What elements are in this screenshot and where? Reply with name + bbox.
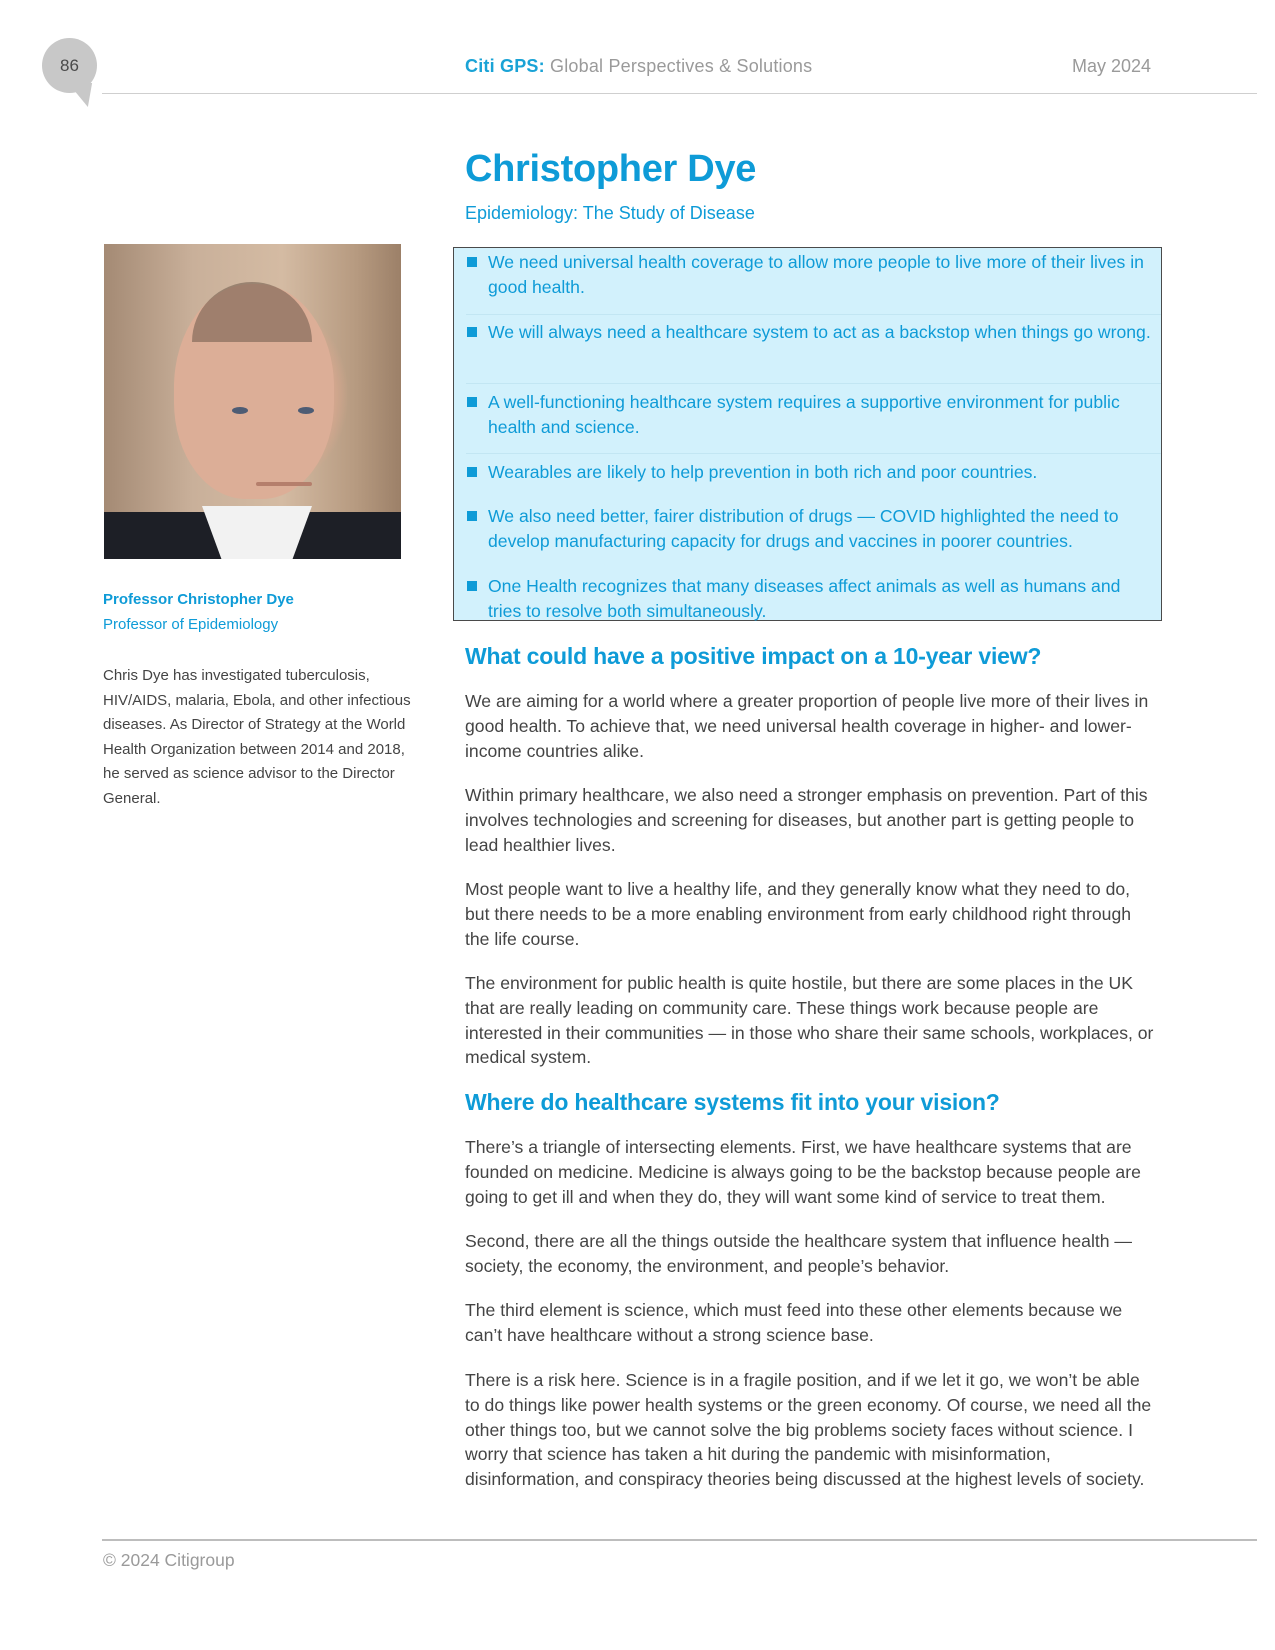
key-point-text: We will always need a healthcare system to act as a backstop when things go wrong. <box>488 322 1151 342</box>
page-title: Christopher Dye <box>465 148 757 190</box>
square-bullet-icon <box>467 467 477 477</box>
page-number: 86 <box>60 55 79 75</box>
key-point-divider <box>466 453 1161 454</box>
section-heading: Where do healthcare systems fit into your vision? <box>465 1089 1000 1115</box>
key-point <box>466 460 1156 485</box>
header-date: May 2024 <box>1072 56 1152 76</box>
profile-bio: Chris Dye has investigated tuberculosis, HIV/AIDS, malaria, Ebola, and other infectious diseases. As Director of Strategy at the World Health Organization between 2014 and 2018, he served as science advisor to the Director General. <box>103 667 411 807</box>
square-bullet-icon <box>467 257 477 267</box>
photo-hair <box>192 282 312 342</box>
key-point <box>466 320 1156 345</box>
header-divider <box>102 93 1257 94</box>
body-paragraph: We are aiming for a world where a greater proportion of people live more of their lives in good health. To achieve that, we need universal health coverage in higher- and lower-income countries alike. <box>465 691 1149 761</box>
page-subtitle: Epidemiology: The Study of Disease <box>465 203 755 223</box>
body-paragraph: Within primary healthcare, we also need a stronger emphasis on prevention. Part of this involves technologies and screening for diseases, but another part is getting people to lead healthier lives. <box>465 785 1148 855</box>
photo-eye-left <box>232 407 248 414</box>
square-bullet-icon <box>467 397 477 407</box>
photo-eye-right <box>298 407 314 414</box>
key-point-text: We also need better, fairer distribution of drugs — COVID highlighted the need to develop manufacturing capacity for drugs and vaccines in poorer countries. <box>488 506 1119 551</box>
brand-tagline: Global Perspectives & Solutions <box>550 56 813 76</box>
key-point <box>466 250 1156 299</box>
profile-photo <box>104 244 401 559</box>
brand-name: Citi GPS: <box>465 56 545 76</box>
key-point-text: We need universal health coverage to allow more people to live more of their lives in good health. <box>488 252 1144 297</box>
key-point-text: Wearables are likely to help prevention in both rich and poor countries. <box>488 462 1038 482</box>
key-points-box <box>453 247 1162 621</box>
body-paragraph: Second, there are all the things outside the healthcare system that influence health — society, the economy, the environment, and people’s behavior. <box>465 1231 1133 1276</box>
key-point <box>466 574 1156 623</box>
body-paragraph: The environment for public health is quite hostile, but there are some places in the UK that are really leading on community care. These things work because people are interested in their communities — in those who share their same schools, workplaces, or medical system. <box>465 973 1154 1068</box>
key-point-divider <box>466 314 1161 315</box>
header-brand <box>465 56 812 77</box>
square-bullet-icon <box>467 581 477 591</box>
key-point-text: A well-functioning healthcare system requires a supportive environment for public health and science. <box>488 392 1120 437</box>
photo-mouth <box>256 482 312 486</box>
square-bullet-icon <box>467 511 477 521</box>
key-point <box>466 504 1156 553</box>
page-badge-pointer-icon <box>64 83 92 107</box>
key-point <box>466 390 1156 439</box>
body-paragraph: The third element is science, which must feed into these other elements because we can’t have healthcare without a strong science base. <box>465 1300 1123 1345</box>
section-heading: What could have a positive impact on a 10-year view? <box>465 643 1042 669</box>
body-paragraph: Most people want to live a healthy life, and they generally know what they need to do, but there needs to be a more enabling environment from early childhood right through the life course. <box>465 879 1132 949</box>
footer-divider <box>102 1539 1257 1541</box>
body-paragraph: There’s a triangle of intersecting elements. First, we have healthcare systems that are founded on medicine. Medicine is always going to be the backstop because people are going to get ill and when they do, they will want some kind of service to treat them. <box>465 1137 1141 1207</box>
body-paragraph: There is a risk here. Science is in a fragile position, and if we let it go, we won’t be able to do things like power health systems or the green economy. Of course, we need all the other things too, but we cannot solve the big problems society faces without science. I worry that science has taken a hit during the pandemic with misinformation, disinformation, and conspiracy theories being discussed at the highest levels of society. <box>465 1370 1152 1490</box>
profile-name: Professor Christopher Dye <box>103 591 294 608</box>
key-point-divider <box>466 383 1161 384</box>
footer-copyright: © 2024 Citigroup <box>103 1550 235 1570</box>
key-point-text: One Health recognizes that many diseases affect animals as well as humans and tries to resolve both simultaneously. <box>488 576 1121 621</box>
profile-role: Professor of Epidemiology <box>103 616 279 633</box>
square-bullet-icon <box>467 327 477 337</box>
